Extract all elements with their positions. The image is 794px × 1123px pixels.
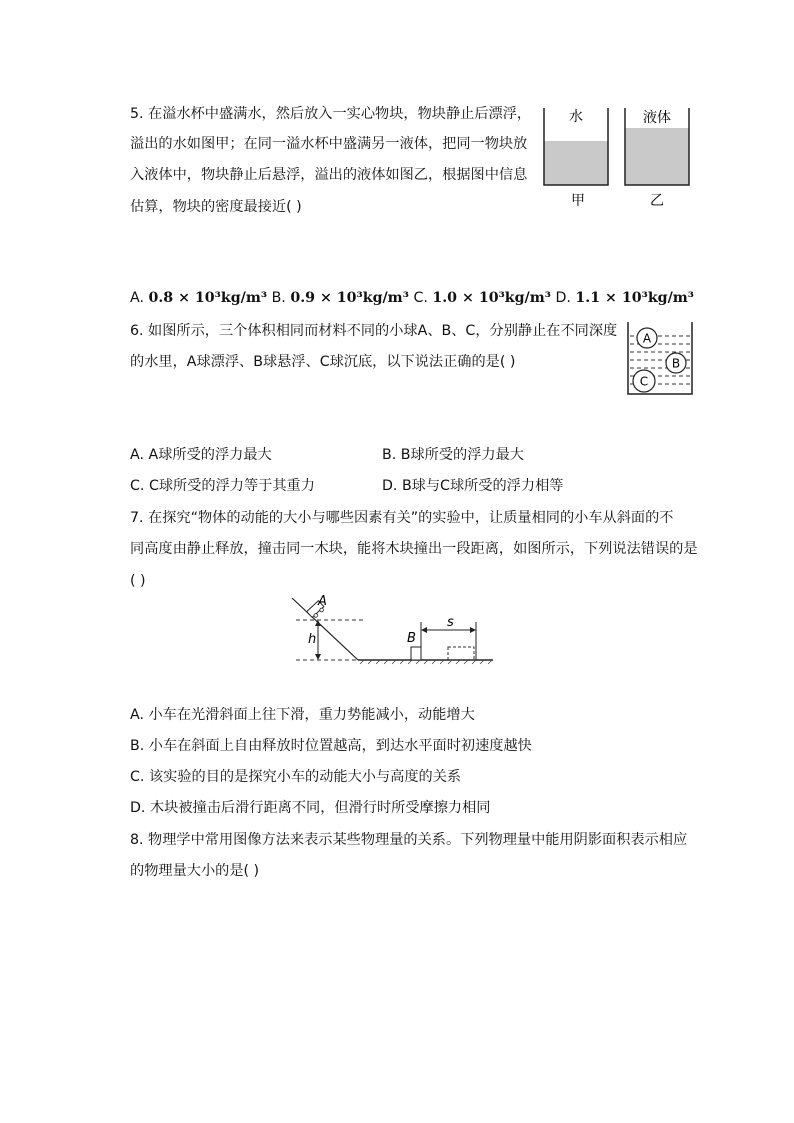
q6-option-d (382, 476, 563, 496)
q7-option-c-text: 该实验的目的是探究小车的动能大小与高度的关系 (148, 769, 462, 785)
label-h: h (308, 632, 317, 647)
q6-line-2: 的水里，A球漂浮、B球悬浮、C球沉底，以下说法正确的是( ) (130, 354, 516, 370)
q5-line-4: 估算，物块的密度最接近( ) (130, 199, 302, 215)
water-fill (544, 141, 608, 185)
cup-left-label: 水 (569, 109, 583, 125)
label-s: s (447, 615, 454, 630)
q5-line-3: 入液体中，物块静止后悬浮，溢出的液体如图乙，根据图中信息 (130, 167, 528, 183)
q7-option-d (130, 798, 490, 818)
incline-cart-figure (288, 590, 498, 665)
q6-option-b-key: B. (382, 447, 397, 463)
cup-right-label: 液体 (643, 110, 671, 126)
q6-option-a (130, 445, 272, 465)
q5-line-1: 5. 在溢水杯中盛满水，然后放入一实心物块，物块静止后漂浮， (130, 106, 532, 122)
q5-option-c: 1.0 × 10³kg/m³ (432, 290, 551, 306)
q6-option-d-text: B球与C球所受的浮力相等 (401, 478, 564, 494)
liquid-fill (625, 128, 689, 185)
q7-option-c-key: C. (130, 769, 145, 785)
label-a: A (318, 594, 327, 609)
q7-line-2: 同高度由静止释放，撞击同一木块，能将木块撞出一段距离，如图所示，下列说法错误的是 (130, 541, 698, 557)
q6-option-a-text: A球所受的浮力最大 (148, 447, 272, 463)
q6-option-c-key: C. (130, 478, 145, 494)
label-b: B (407, 631, 416, 646)
q8-line-2: 的物理量大小的是( ) (130, 863, 260, 879)
q7-option-c (130, 767, 461, 787)
q7-line-3: ( ) (130, 573, 146, 589)
q7-option-a-text: 小车在光滑斜面上往下滑，重力势能减小，动能增大 (148, 707, 475, 723)
q6-line-1: 6. 如图所示，三个体积相同而材料不同的小球A、B、C，分别静止在不同深度 (130, 323, 618, 339)
ball-a-label: A (642, 331, 652, 346)
cup-left-caption: 甲 (571, 193, 585, 209)
q5-option-a: 0.8 × 10³kg/m³ (148, 290, 268, 306)
q6-option-c-text: C球所受的浮力等于其重力 (148, 478, 315, 494)
q5-option-d: 1.1 × 10³kg/m³ (575, 290, 694, 306)
q6-option-b-text: B球所受的浮力最大 (400, 447, 524, 463)
q5-option-b-key: B. (271, 290, 286, 306)
q5-option-a-key: A. (130, 290, 144, 306)
q6-option-d-key: D. (382, 478, 398, 494)
q7-option-a (130, 705, 475, 725)
ball-c-label: C (639, 374, 649, 389)
q7-option-d-text: 木块被撞击后滑行距离不同，但滑行时所受摩擦力相同 (149, 800, 491, 816)
overflow-cups-figure (540, 100, 700, 215)
ball-b-label: B (671, 356, 681, 371)
q7-option-d-key: D. (130, 800, 146, 816)
q5-option-c-key: C. (413, 290, 428, 306)
q6-option-b (382, 445, 524, 465)
q7-option-b-text: 小车在斜面上自由释放时位置越高，到达水平面时初速度越快 (148, 738, 532, 754)
block-b (411, 647, 421, 660)
q6-option-a-key: A. (130, 447, 144, 463)
q7-option-a-key: A. (130, 707, 144, 723)
q5-options (130, 288, 694, 308)
q5-option-b: 0.9 × 10³kg/m³ (290, 290, 409, 306)
q8-line-1: 8. 物理学中常用图像方法来表示某些物理量的关系。下列物理量中能用阴影面积表示相应 (130, 832, 688, 848)
q6-option-c (130, 476, 315, 496)
three-balls-figure (624, 318, 696, 398)
q5-line-2: 溢出的水如图甲；在同一溢水杯中盛满另一液体，把同一物块放 (130, 136, 528, 152)
q5-option-d-key: D. (555, 290, 571, 306)
q7-option-b-key: B. (130, 738, 145, 754)
cup-right-caption: 乙 (650, 193, 664, 209)
q7-line-1: 7. 在探究“物体的动能的大小与哪些因素有关”的实验中，让质量相同的小车从斜面的不 (130, 510, 674, 526)
q7-option-b (130, 736, 532, 756)
